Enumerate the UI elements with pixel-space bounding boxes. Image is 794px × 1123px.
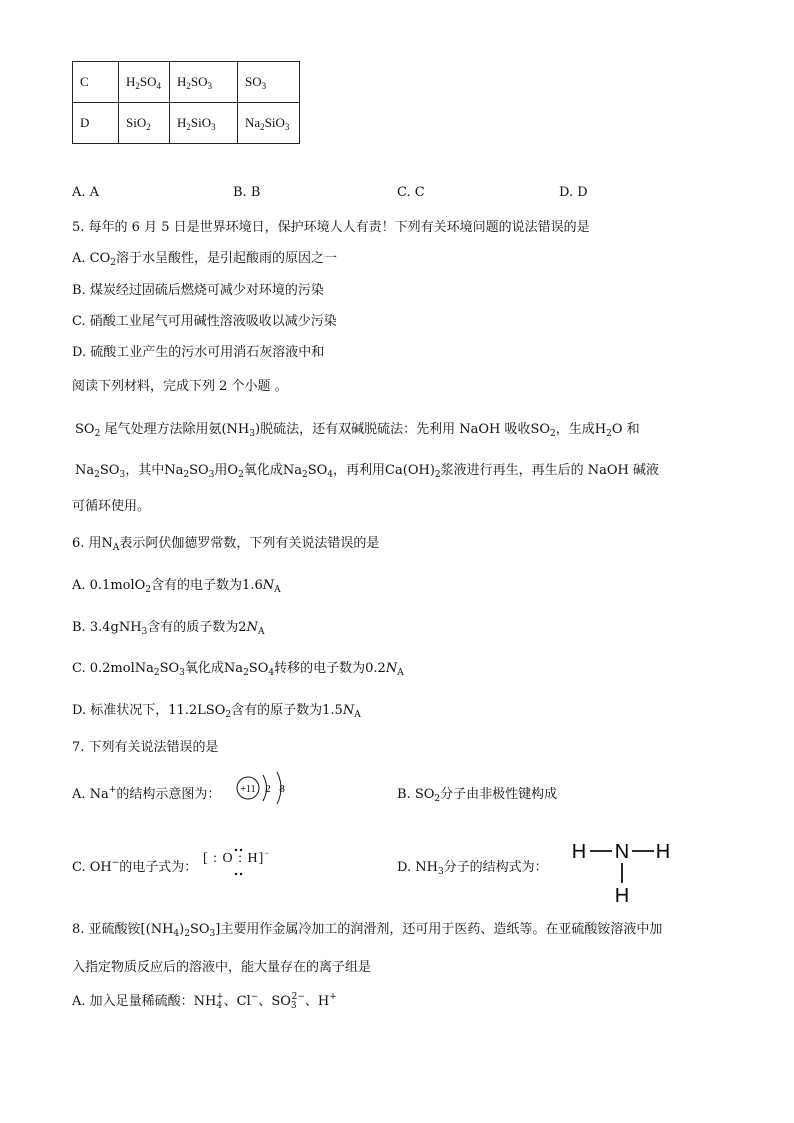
q6-option-c: C. $0.2molNa_2SO_3$氧化成$Na_2SO_4$转移的电子数为$0.2N_A$ [72, 661, 404, 678]
q6-option-d: D. 标准状况下，$11.2LSO_2$含有的原子数为$1.5N_A$ [72, 703, 361, 720]
hydroxide-electron-formula: [ : O : H]− [203, 848, 271, 866]
table-cell: $H_2SiO_3$ [170, 103, 238, 144]
table-cell: $Na_2SiO_3$ [238, 103, 300, 144]
q4-option-b: B. B [233, 185, 261, 200]
q8-stem-line-1: 8. 亚硫酸铵$[(NH_4)_2SO_3]$主要用作金属冷加工的润滑剂，还可用于医药、造纸等。在亚硫酸铵溶液中加 [72, 922, 663, 939]
nucleus-charge: +11 [240, 784, 256, 795]
q7-stem: 7. 下列有关说法错误的是 [72, 740, 219, 755]
options-table [72, 61, 300, 144]
table-cell: SiO$_2$ [119, 103, 170, 144]
sodium-ion-structure-diagram [233, 768, 293, 808]
q6-option-b: B. 3.4gNH$_3$含有的质子数为$2N_A$ [72, 620, 265, 637]
table-row [73, 103, 300, 144]
atom-h-bottom: H [614, 885, 630, 907]
material-line-1: $SO_2$ 尾气处理方法除用氨$(NH_3)$脱硫法，还有双碱脱硫法：先利用 NaOH 吸收$SO_2$，生成$H_2O$ 和 [75, 422, 640, 439]
table-cell: $SO_3$ [238, 62, 300, 103]
atom-n: N [614, 841, 630, 863]
atom-h-right: H [655, 841, 671, 863]
table-cell: $H_2SO_3$ [170, 62, 238, 103]
q5-option-c: C. 硝酸工业尾气可用碱性溶液吸收以减少污染 [72, 314, 337, 329]
ammonia-structural-formula [568, 836, 678, 908]
q5-option-d: D. 硫酸工业产生的污水可用消石灰溶液中和 [72, 345, 325, 360]
q6-option-a: A. 0.1molO$_2$含有的电子数为$1.6N_A$ [72, 578, 281, 595]
q4-option-c: C. C [397, 185, 425, 200]
material-intro: 阅读下列材料，完成下列 2 个小题 。 [72, 379, 288, 394]
q6-stem: 6. 用$N_A$表示阿伏伽德罗常数，下列有关说法错误的是 [72, 536, 380, 553]
q8-option-a: A. 加入足量稀硫酸：$NH_4^+$、Cl−、$SO_3^{2-}$、H+ [72, 992, 337, 1011]
q7-option-b: B. $SO_2$分子由非极性键构成 [397, 787, 558, 804]
shell-2-electrons: 8 [279, 783, 285, 795]
material-line-2: $Na_2SO_3$，其中$Na_2SO_3$用$O_2$氧化成$Na_2SO_4$，再利用$Ca(OH)_2$浆液进行再生，再生后的 NaOH 碱液 [75, 463, 660, 480]
q5-option-b: B. 煤炭经过固硫后燃烧可减少对环境的污染 [72, 283, 324, 298]
q4-option-a: A. A [72, 185, 100, 200]
q8-stem-line-2: 入指定物质反应后的溶液中，能大量存在的离子组是 [72, 960, 372, 975]
lone-pair-dots [229, 847, 249, 881]
q5-option-a: A. $CO_2$溶于水呈酸性，是引起酸雨的原因之一 [72, 251, 338, 268]
q7-option-a: A. Na+的结构示意图为： [72, 785, 221, 802]
table-row [73, 62, 300, 103]
table-cell: $H_2SO_4$ [119, 62, 170, 103]
q4-option-d: D. D [559, 185, 588, 200]
table-cell: C [73, 62, 119, 103]
q7-option-c: C. OH−的电子式为： [72, 858, 198, 875]
atom-h-left: H [571, 841, 587, 863]
table-cell: D [73, 103, 119, 144]
material-line-3: 可循环使用。 [72, 499, 151, 514]
q5-stem: 5. 每年的 6 月 5 日是世界环境日，保护环境人人有责！下列有关环境问题的说法错误的是 [72, 220, 590, 235]
q7-option-d: D. $NH_3$分子的结构式为： [397, 860, 548, 877]
shell-1-electrons: 2 [265, 783, 271, 795]
